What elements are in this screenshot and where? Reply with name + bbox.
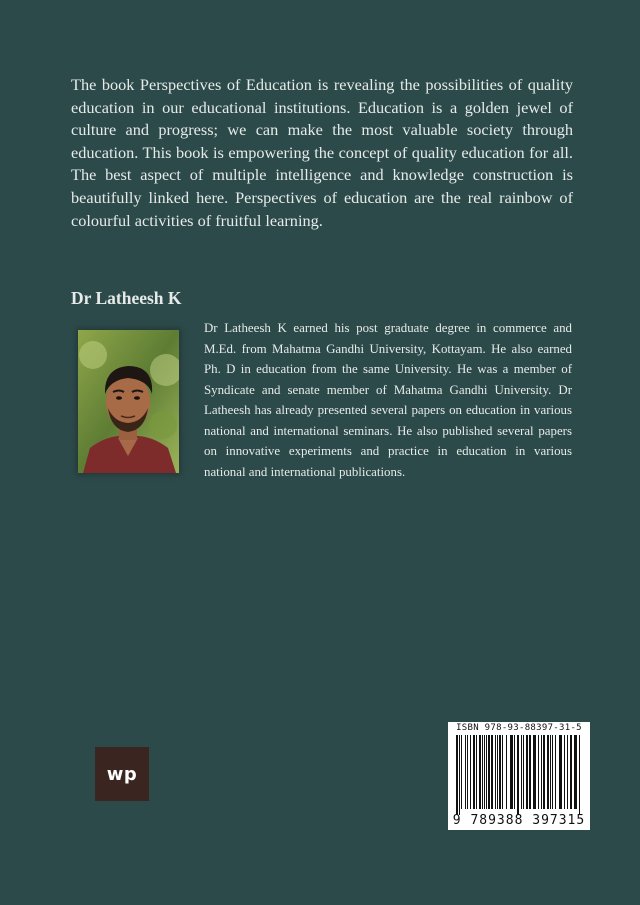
- barcode-bar: [555, 735, 556, 809]
- back-cover-blurb: The book Perspectives of Education is revealing the possibilities of quality education in our educational institutions. Education is a golden jewel of culture and progress; we can make the most valuable society through education. This book is empowering the concept of quality education for all. The best aspect of multiple intelligence and knowledge construction is beautifully linked here. Perspectives of education are the real rainbow of colourful activities of fruitful learning.: [71, 75, 573, 230]
- isbn-label: ISBN 978-93-88397-31-5: [456, 723, 582, 733]
- barcode-bar: [473, 735, 475, 809]
- barcode-bars: [456, 735, 582, 815]
- barcode-bar: [491, 735, 493, 809]
- barcode-bar: [570, 735, 572, 809]
- barcode-bar: [543, 735, 545, 809]
- barcode-bar: [514, 735, 515, 809]
- barcode-bar: [567, 735, 568, 809]
- barcode-bar: [538, 735, 539, 809]
- barcode-bar: [526, 735, 528, 809]
- barcode-bar: [465, 735, 466, 809]
- barcode-bar: [479, 735, 481, 809]
- barcode-bar: [476, 735, 477, 809]
- barcode-bar: [467, 735, 468, 809]
- isbn-barcode: [448, 722, 590, 830]
- author-photo: [78, 330, 179, 473]
- barcode-bar: [461, 735, 462, 809]
- barcode-bar: [482, 735, 483, 809]
- barcode-bar: [484, 735, 485, 809]
- barcode-bar: [529, 735, 531, 809]
- barcode-bar: [495, 735, 496, 809]
- barcode-bar: [502, 735, 503, 809]
- barcode-bar: [579, 735, 580, 815]
- barcode-bar: [521, 735, 522, 809]
- barcode-digits: 9 789388 397315: [452, 813, 586, 828]
- barcode-bar: [488, 735, 490, 809]
- barcode-bar: [517, 735, 519, 815]
- barcode-bar: [574, 735, 577, 809]
- barcode-bar: [564, 735, 565, 809]
- barcode-bar: [552, 735, 553, 809]
- barcode-bar: [470, 735, 471, 809]
- publisher-logo-text: wp: [106, 763, 138, 785]
- barcode-bar: [497, 735, 498, 809]
- barcode-bar: [459, 735, 460, 815]
- barcode-bar: [533, 735, 536, 809]
- barcode-bar: [523, 735, 524, 809]
- publisher-logo: [95, 747, 149, 801]
- barcode-bar: [547, 735, 549, 809]
- barcode-bar: [541, 735, 542, 809]
- barcode-bar: [499, 735, 501, 809]
- barcode-bar: [506, 735, 507, 809]
- author-portrait-icon: [78, 330, 179, 473]
- author-name-heading: Dr Latheesh K: [71, 288, 182, 308]
- barcode-bar: [559, 735, 562, 809]
- barcode-bar: [486, 735, 487, 809]
- barcode-bar: [550, 735, 551, 809]
- barcode-bar: [510, 735, 513, 809]
- author-bio: Dr Latheesh K earned his post graduate degree in commerce and M.Ed. from Mahatma Gandhi University, Kottayam. He also earned Ph. D in education from the same University. He was a member of Syndicate and senate member of Mahatma Gandhi University. Dr Latheesh has already presented several papers on education in various national and international seminars. He also published several papers on innovative experiments and practice in education in various national and international publications.: [204, 321, 572, 479]
- barcode-bar: [456, 735, 458, 815]
